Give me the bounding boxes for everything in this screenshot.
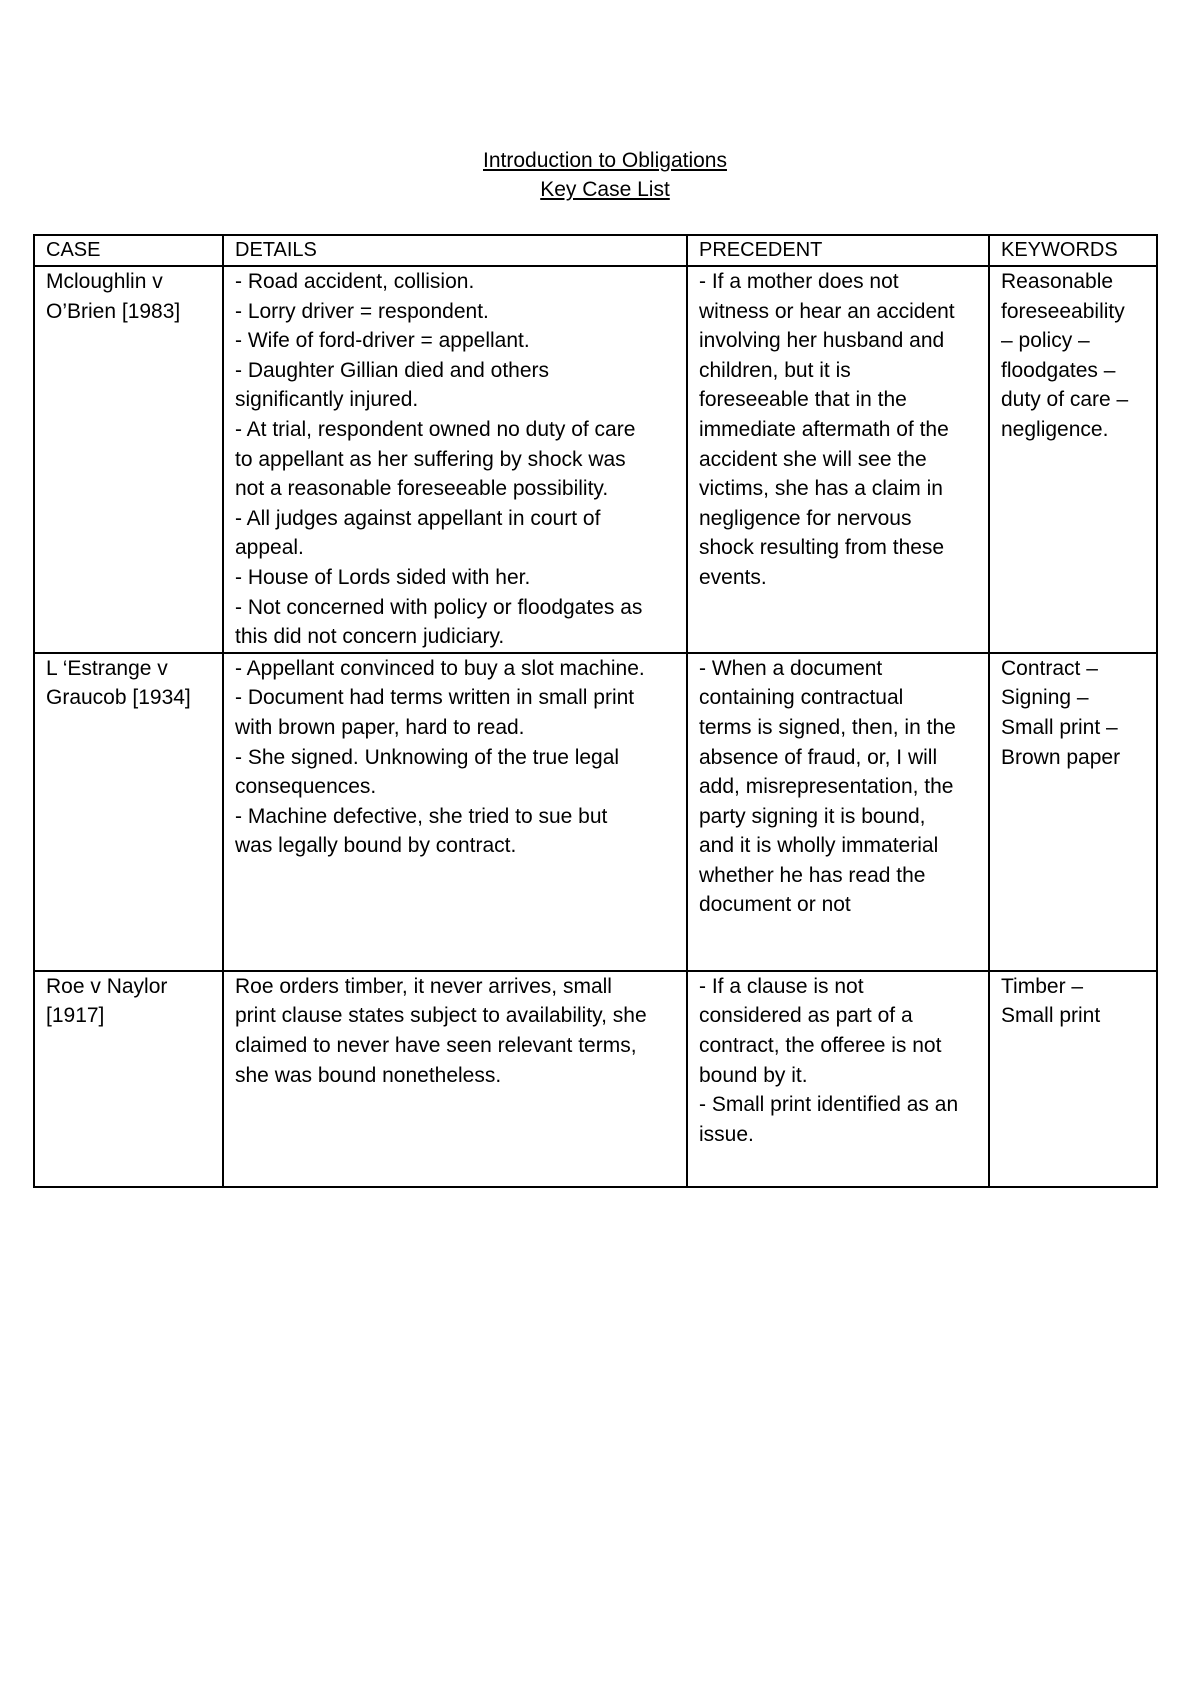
table-row [34,653,1157,971]
keywords-line: Timber – [1001,974,1084,998]
cell-keywords [989,971,1157,1187]
table-body [34,266,1157,1187]
details-line: - Daughter Gillian died and others [235,358,550,382]
precedent-line: involving her husband and [699,329,945,353]
case-line: O’Brien [1983] [46,299,181,323]
keywords-line: duty of care – [1001,388,1129,412]
precedent-line: whether he has read the [699,863,926,887]
header-details: DETAILS [223,235,687,266]
case-line: Roe v Naylor [46,974,168,998]
precedent-line: party signing it is bound, [699,804,926,828]
precedent-line: terms is signed, then, in the [699,715,956,739]
table-header-row [34,235,1157,266]
details-line: was legally bound by contract. [235,834,517,858]
precedent-line: foreseeable that in the [699,388,907,412]
precedent-line: containing contractual [699,686,904,710]
cell-keywords [989,266,1157,653]
details-line: - House of Lords sided with her. [235,565,531,589]
cell-precedent [687,653,989,971]
precedent-line: add, misrepresentation, the [699,775,954,799]
details-line: - All judges against appellant in court of [235,506,601,530]
precedent-line: negligence for nervous [699,506,912,530]
details-line: with brown paper, hard to read. [235,715,525,739]
precedent-line: contract, the offeree is not [699,1033,942,1057]
details-line: - Lorry driver = respondent. [235,299,489,323]
cell-details [223,266,687,653]
document-subtitle: Key Case List [540,178,670,201]
cell-precedent [687,266,989,653]
details-line: - Not concerned with policy or floodgates as [235,595,643,619]
header-precedent: PRECEDENT [687,235,989,266]
precedent-line: immediate aftermath of the [699,417,949,441]
precedent-line: - If a mother does not [699,270,899,293]
details-line: - Appellant convinced to buy a slot machine. [235,656,645,680]
precedent-line: shock resulting from these [699,536,945,560]
keywords-line: – policy – [1001,329,1090,353]
details-line: - Machine defective, she tried to sue but [235,804,608,828]
details-line: she was bound nonetheless. [235,1063,502,1087]
precedent-line: witness or hear an accident [699,299,955,323]
keywords-line: Signing – [1001,686,1089,710]
precedent-line: - If a clause is not [699,974,864,998]
cell-precedent [687,971,989,1187]
precedent-line: absence of fraud, or, I will [699,745,938,769]
details-line: print clause states subject to availability, she [235,1004,647,1028]
cell-case [34,971,223,1187]
details-line: consequences. [235,775,377,799]
header-keywords: KEYWORDS [989,235,1157,266]
details-line: significantly injured. [235,388,419,412]
cell-keywords [989,653,1157,971]
precedent-line: - Small print identified as an [699,1093,959,1117]
details-line: this did not concern judiciary. [235,625,505,649]
keywords-line: floodgates – [1001,358,1116,382]
keywords-line: negligence. [1001,417,1109,441]
title-block [0,146,1200,204]
details-line: - At trial, respondent owned no duty of care [235,417,636,441]
case-line: [1917] [46,1004,105,1028]
precedent-line: document or not [699,893,851,917]
keywords-line: Brown paper [1001,745,1121,769]
cell-details [223,971,687,1187]
details-line: Roe orders timber, it never arrives, small [235,974,612,998]
cell-case [34,653,223,971]
details-line: claimed to never have seen relevant terms, [235,1033,637,1057]
precedent-line: accident she will see the [699,447,927,471]
details-line: - Wife of ford-driver = appellant. [235,329,530,353]
details-line: - She signed. Unknowing of the true legal [235,745,620,769]
precedent-line: events. [699,565,767,589]
case-line: Mcloughlin v [46,270,163,293]
keywords-line: foreseeability [1001,299,1125,323]
details-line: not a reasonable foreseeable possibility. [235,477,609,501]
case-line: L ‘Estrange v [46,656,168,680]
cell-case [34,266,223,653]
precedent-line: considered as part of a [699,1004,913,1028]
precedent-line: issue. [699,1122,754,1146]
details-line: to appellant as her suffering by shock was [235,447,626,471]
keywords-line: Small print [1001,1004,1101,1028]
keywords-line: Contract – [1001,656,1098,680]
precedent-line: children, but it is [699,358,851,382]
cell-details [223,653,687,971]
precedent-line: and it is wholly immaterial [699,834,939,858]
case-line: Graucob [1934] [46,686,191,710]
document-title: Introduction to Obligations [483,149,727,172]
header-case: CASE [34,235,223,266]
precedent-line: - When a document [699,656,883,680]
table-row [34,971,1157,1187]
keywords-line: Small print – [1001,715,1118,739]
details-line: appeal. [235,536,304,560]
key-case-table [33,234,1158,1188]
precedent-line: bound by it. [699,1063,808,1087]
details-line: - Document had terms written in small print [235,686,635,710]
table-row [34,266,1157,653]
precedent-line: victims, she has a claim in [699,477,943,501]
keywords-line: Reasonable [1001,270,1114,293]
details-line: - Road accident, collision. [235,270,475,293]
